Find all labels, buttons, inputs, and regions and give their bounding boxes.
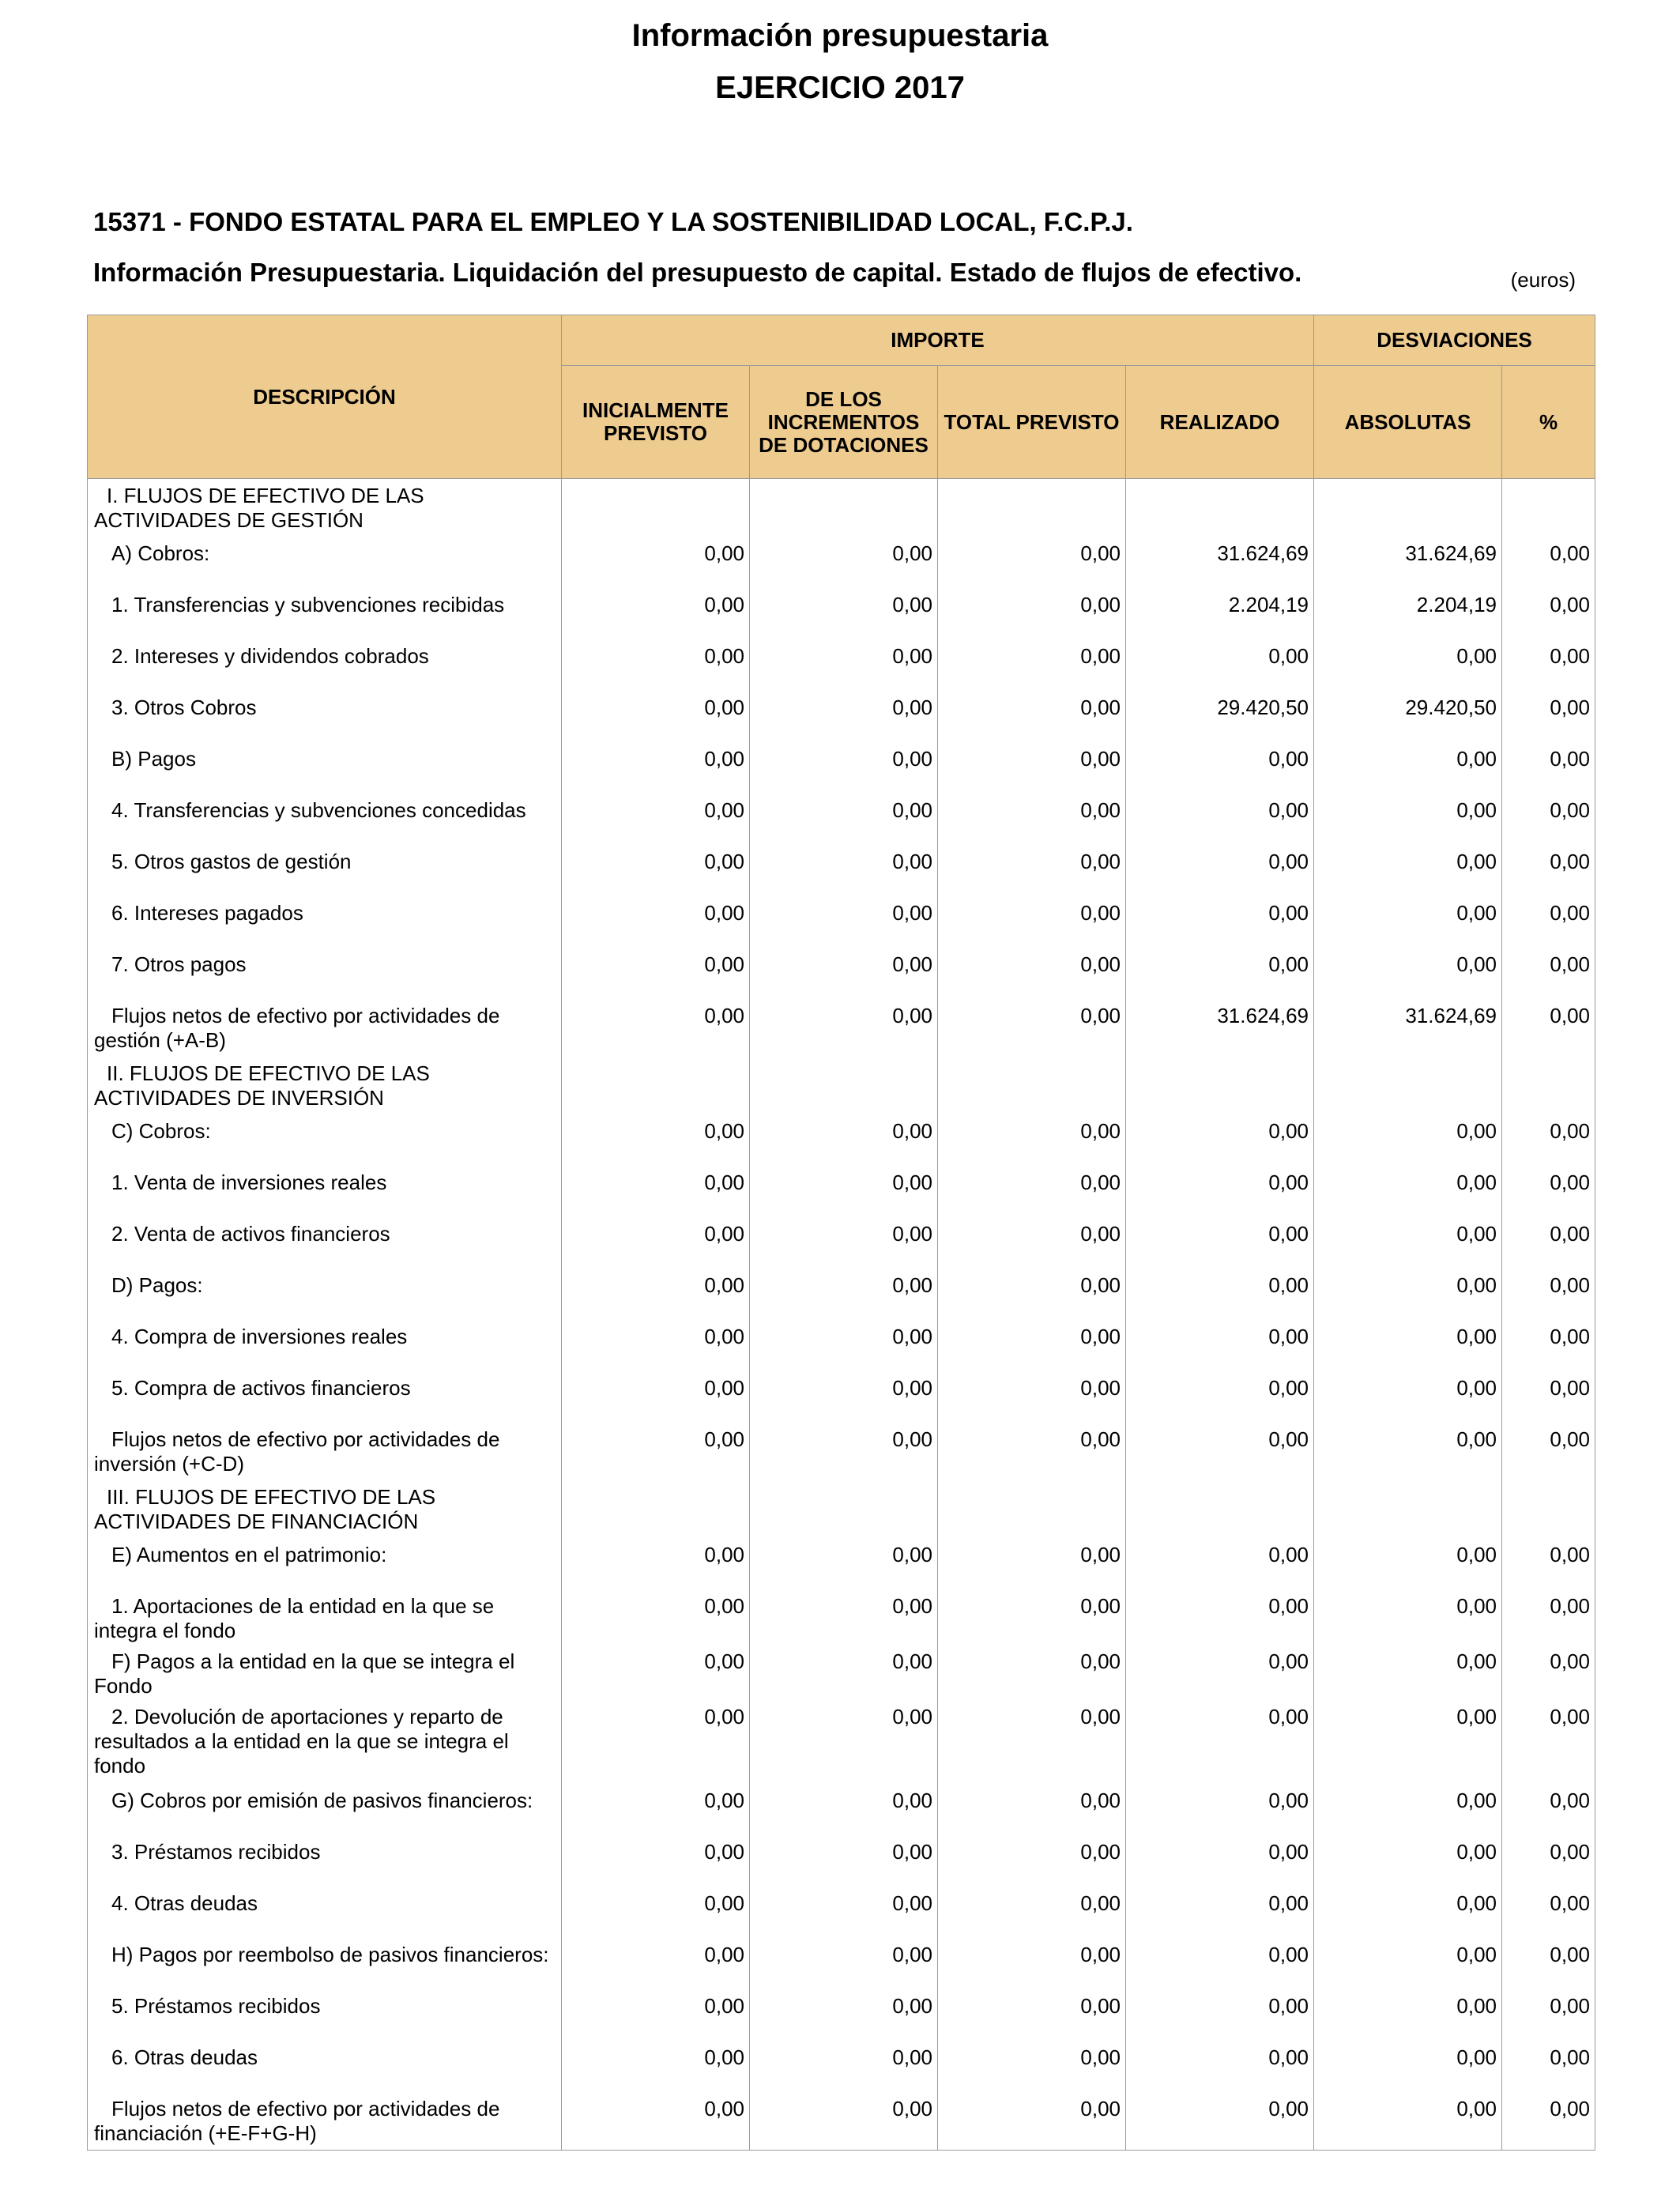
table-row: [88, 1480, 1595, 1538]
cell-incrementos-dotaciones: 0,00: [750, 1423, 938, 1480]
cell-absolutas: 0,00: [1314, 1645, 1502, 1700]
cell-realizado: 0,00: [1126, 948, 1314, 999]
table-row: [88, 1887, 1595, 1938]
cell-absolutas: 31.624,69: [1314, 537, 1502, 588]
cell-incrementos-dotaciones: 0,00: [750, 2092, 938, 2151]
cell-realizado: 0,00: [1126, 845, 1314, 896]
col-descripcion: DESCRIPCIÓN: [88, 315, 562, 479]
cell-incrementos-dotaciones: 0,00: [750, 1938, 938, 1989]
cell-realizado: 0,00: [1126, 1269, 1314, 1320]
row-description: 3. Otros Cobros: [88, 691, 562, 742]
table-row: [88, 845, 1595, 896]
cell-porcentaje: 0,00: [1502, 1166, 1595, 1217]
cell-total-previsto: 0,00: [938, 845, 1126, 896]
cell-realizado: 29.420,50: [1126, 691, 1314, 742]
row-description: II. FLUJOS DE EFECTIVO DE LAS ACTIVIDADES DE INVERSIÓN: [88, 1057, 562, 1114]
cell-incrementos-dotaciones: 0,00: [750, 1835, 938, 1887]
row-description: 6. Otras deudas: [88, 2041, 562, 2092]
cell-realizado: 0,00: [1126, 896, 1314, 948]
cell-total-previsto: 0,00: [938, 1217, 1126, 1269]
cell-total-previsto: 0,00: [938, 537, 1126, 588]
cell-incrementos-dotaciones: 0,00: [750, 845, 938, 896]
cell-total-previsto: 0,00: [938, 1700, 1126, 1784]
row-description: 1. Venta de inversiones reales: [88, 1166, 562, 1217]
cell-total-previsto: 0,00: [938, 1887, 1126, 1938]
cell-total-previsto: 0,00: [938, 1114, 1126, 1166]
cell-total-previsto: 0,00: [938, 999, 1126, 1057]
cell-inicialmente-previsto: 0,00: [562, 691, 750, 742]
row-description: III. FLUJOS DE EFECTIVO DE LAS ACTIVIDADES DE FINANCIACIÓN: [88, 1480, 562, 1538]
cell-porcentaje: 0,00: [1502, 1835, 1595, 1887]
cell-porcentaje: 0,00: [1502, 896, 1595, 948]
cell-porcentaje: 0,00: [1502, 742, 1595, 794]
cell-porcentaje: 0,00: [1502, 1217, 1595, 1269]
row-description: 2. Intereses y dividendos cobrados: [88, 639, 562, 691]
cell-inicialmente-previsto: 0,00: [562, 1835, 750, 1887]
table-row: [88, 1784, 1595, 1835]
table-row: [88, 1645, 1595, 1700]
row-description: 4. Compra de inversiones reales: [88, 1320, 562, 1371]
cell-absolutas: 0,00: [1314, 1887, 1502, 1938]
table-row: [88, 999, 1595, 1057]
cell-porcentaje: 0,00: [1502, 691, 1595, 742]
row-description: 5. Otros gastos de gestión: [88, 845, 562, 896]
page-title: Información presupuestaria: [631, 18, 1049, 53]
cell-realizado: [1126, 479, 1314, 537]
cell-absolutas: 0,00: [1314, 1700, 1502, 1784]
cell-porcentaje: 0,00: [1502, 639, 1595, 691]
cell-inicialmente-previsto: 0,00: [562, 1371, 750, 1423]
col-realizado: REALIZADO: [1126, 366, 1314, 479]
cell-absolutas: 0,00: [1314, 1320, 1502, 1371]
cell-incrementos-dotaciones: 0,00: [750, 1371, 938, 1423]
cell-inicialmente-previsto: 0,00: [562, 1166, 750, 1217]
cell-inicialmente-previsto: 0,00: [562, 1320, 750, 1371]
cell-realizado: 0,00: [1126, 1423, 1314, 1480]
cell-inicialmente-previsto: 0,00: [562, 1784, 750, 1835]
col-absolutas: ABSOLUTAS: [1314, 366, 1502, 479]
row-description: G) Cobros por emisión de pasivos financieros:: [88, 1784, 562, 1835]
table-row: [88, 1166, 1595, 1217]
cell-total-previsto: 0,00: [938, 1320, 1126, 1371]
cell-incrementos-dotaciones: 0,00: [750, 742, 938, 794]
table-row: [88, 1269, 1595, 1320]
table-row: [88, 896, 1595, 948]
row-description: 5. Préstamos recibidos: [88, 1989, 562, 2041]
col-incrementos-dotaciones: DE LOS INCREMENTOS DE DOTACIONES: [750, 366, 938, 479]
cell-inicialmente-previsto: 0,00: [562, 1938, 750, 1989]
cell-inicialmente-previsto: 0,00: [562, 794, 750, 845]
cell-total-previsto: 0,00: [938, 742, 1126, 794]
cell-incrementos-dotaciones: 0,00: [750, 1269, 938, 1320]
row-description: 6. Intereses pagados: [88, 896, 562, 948]
cell-total-previsto: 0,00: [938, 588, 1126, 639]
cell-incrementos-dotaciones: 0,00: [750, 2041, 938, 2092]
cell-porcentaje: [1502, 1057, 1595, 1114]
cell-absolutas: 0,00: [1314, 2092, 1502, 2151]
cell-total-previsto: 0,00: [938, 1589, 1126, 1645]
cell-incrementos-dotaciones: 0,00: [750, 1217, 938, 1269]
cell-absolutas: 0,00: [1314, 639, 1502, 691]
cell-inicialmente-previsto: 0,00: [562, 1989, 750, 2041]
cell-incrementos-dotaciones: 0,00: [750, 1538, 938, 1589]
cell-total-previsto: 0,00: [938, 1645, 1126, 1700]
col-group-desviaciones: DESVIACIONES: [1314, 315, 1595, 366]
cell-realizado: 0,00: [1126, 1320, 1314, 1371]
cell-total-previsto: 0,00: [938, 691, 1126, 742]
cell-inicialmente-previsto: 0,00: [562, 1423, 750, 1480]
cell-inicialmente-previsto: 0,00: [562, 1114, 750, 1166]
cell-inicialmente-previsto: 0,00: [562, 1645, 750, 1700]
cell-realizado: 0,00: [1126, 1700, 1314, 1784]
table-row: [88, 1371, 1595, 1423]
cell-inicialmente-previsto: 0,00: [562, 1538, 750, 1589]
cell-inicialmente-previsto: 0,00: [562, 588, 750, 639]
cell-porcentaje: [1502, 479, 1595, 537]
cell-realizado: 0,00: [1126, 1114, 1314, 1166]
cell-absolutas: 0,00: [1314, 896, 1502, 948]
cell-incrementos-dotaciones: 0,00: [750, 1114, 938, 1166]
cell-incrementos-dotaciones: 0,00: [750, 1589, 938, 1645]
cell-inicialmente-previsto: [562, 1057, 750, 1114]
row-description: Flujos netos de efectivo por actividades de gestión (+A-B): [88, 999, 562, 1057]
cell-incrementos-dotaciones: 0,00: [750, 1887, 938, 1938]
table-row: [88, 479, 1595, 537]
col-porcentaje: %: [1502, 366, 1595, 479]
cell-realizado: 0,00: [1126, 1645, 1314, 1700]
table-row: [88, 639, 1595, 691]
cell-total-previsto: 0,00: [938, 948, 1126, 999]
cell-absolutas: 0,00: [1314, 1269, 1502, 1320]
table-row: [88, 1320, 1595, 1371]
cell-incrementos-dotaciones: 0,00: [750, 794, 938, 845]
cell-inicialmente-previsto: 0,00: [562, 896, 750, 948]
cell-total-previsto: 0,00: [938, 639, 1126, 691]
table-row: [88, 1989, 1595, 2041]
cell-realizado: 0,00: [1126, 1371, 1314, 1423]
cell-porcentaje: 0,00: [1502, 1423, 1595, 1480]
cell-absolutas: 0,00: [1314, 794, 1502, 845]
cell-incrementos-dotaciones: 0,00: [750, 537, 938, 588]
cell-absolutas: 0,00: [1314, 1166, 1502, 1217]
cell-realizado: 0,00: [1126, 1166, 1314, 1217]
cell-realizado: 0,00: [1126, 2092, 1314, 2151]
cell-inicialmente-previsto: 0,00: [562, 999, 750, 1057]
cell-incrementos-dotaciones: 0,00: [750, 896, 938, 948]
row-description: E) Aumentos en el patrimonio:: [88, 1538, 562, 1589]
table-row: [88, 1938, 1595, 1989]
cell-total-previsto: 0,00: [938, 2092, 1126, 2151]
cell-absolutas: 0,00: [1314, 948, 1502, 999]
row-description: A) Cobros:: [88, 537, 562, 588]
table-row: [88, 1835, 1595, 1887]
cell-incrementos-dotaciones: 0,00: [750, 588, 938, 639]
table-row: [88, 742, 1595, 794]
table-row: [88, 1114, 1595, 1166]
cell-porcentaje: 0,00: [1502, 1938, 1595, 1989]
table-row: [88, 588, 1595, 639]
cell-absolutas: 0,00: [1314, 742, 1502, 794]
col-group-importe: IMPORTE: [562, 315, 1314, 366]
cell-absolutas: 0,00: [1314, 1938, 1502, 1989]
cell-inicialmente-previsto: 0,00: [562, 639, 750, 691]
cell-absolutas: 0,00: [1314, 1835, 1502, 1887]
cell-porcentaje: 0,00: [1502, 948, 1595, 999]
table-row: [88, 2041, 1595, 2092]
cell-total-previsto: 0,00: [938, 1269, 1126, 1320]
cell-realizado: 0,00: [1126, 742, 1314, 794]
cell-incrementos-dotaciones: 0,00: [750, 639, 938, 691]
cell-porcentaje: 0,00: [1502, 588, 1595, 639]
row-description: I. FLUJOS DE EFECTIVO DE LAS ACTIVIDADES DE GESTIÓN: [88, 479, 562, 537]
cell-total-previsto: 0,00: [938, 1423, 1126, 1480]
cell-absolutas: 0,00: [1314, 1784, 1502, 1835]
cell-realizado: 0,00: [1126, 1538, 1314, 1589]
row-description: 1. Aportaciones de la entidad en la que se integra el fondo: [88, 1589, 562, 1645]
row-description: 1. Transferencias y subvenciones recibidas: [88, 588, 562, 639]
cell-incrementos-dotaciones: 0,00: [750, 999, 938, 1057]
row-description: H) Pagos por reembolso de pasivos financieros:: [88, 1938, 562, 1989]
cell-absolutas: 29.420,50: [1314, 691, 1502, 742]
row-description: B) Pagos: [88, 742, 562, 794]
cell-total-previsto: [938, 1480, 1126, 1538]
table-row: [88, 1538, 1595, 1589]
row-description: Flujos netos de efectivo por actividades de financiación (+E-F+G-H): [88, 2092, 562, 2151]
table-row: [88, 948, 1595, 999]
cell-absolutas: 0,00: [1314, 1538, 1502, 1589]
cell-absolutas: 0,00: [1314, 1423, 1502, 1480]
cell-absolutas: [1314, 479, 1502, 537]
cell-total-previsto: 0,00: [938, 1938, 1126, 1989]
table-row: [88, 1700, 1595, 1784]
cell-total-previsto: 0,00: [938, 1166, 1126, 1217]
cell-inicialmente-previsto: 0,00: [562, 1217, 750, 1269]
report-subtitle: Información Presupuestaria. Liquidación del presupuesto de capital. Estado de flujos de efectivo.: [93, 258, 1302, 287]
cell-realizado: 0,00: [1126, 639, 1314, 691]
row-description: D) Pagos:: [88, 1269, 562, 1320]
currency-units: (euros): [1510, 268, 1576, 292]
cell-total-previsto: 0,00: [938, 1989, 1126, 2041]
cell-realizado: 0,00: [1126, 2041, 1314, 2092]
row-description: 7. Otros pagos: [88, 948, 562, 999]
cell-incrementos-dotaciones: 0,00: [750, 1784, 938, 1835]
cell-porcentaje: 0,00: [1502, 1784, 1595, 1835]
cell-realizado: 0,00: [1126, 1989, 1314, 2041]
cell-porcentaje: 0,00: [1502, 2041, 1595, 2092]
cell-incrementos-dotaciones: 0,00: [750, 948, 938, 999]
cell-incrementos-dotaciones: 0,00: [750, 691, 938, 742]
cell-inicialmente-previsto: 0,00: [562, 2092, 750, 2151]
cell-absolutas: 0,00: [1314, 1114, 1502, 1166]
cell-porcentaje: 0,00: [1502, 2092, 1595, 2151]
cell-total-previsto: 0,00: [938, 1835, 1126, 1887]
row-description: Flujos netos de efectivo por actividades de inversión (+C-D): [88, 1423, 562, 1480]
row-description: 4. Otras deudas: [88, 1887, 562, 1938]
cell-inicialmente-previsto: 0,00: [562, 1269, 750, 1320]
cell-porcentaje: 0,00: [1502, 1538, 1595, 1589]
cell-porcentaje: 0,00: [1502, 1269, 1595, 1320]
cell-porcentaje: 0,00: [1502, 1114, 1595, 1166]
cell-total-previsto: 0,00: [938, 1538, 1126, 1589]
row-description: 2. Venta de activos financieros: [88, 1217, 562, 1269]
cell-absolutas: 0,00: [1314, 2041, 1502, 2092]
cell-inicialmente-previsto: 0,00: [562, 537, 750, 588]
table-row: [88, 1589, 1595, 1645]
cell-porcentaje: 0,00: [1502, 1589, 1595, 1645]
row-description: 3. Préstamos recibidos: [88, 1835, 562, 1887]
table-header: [88, 315, 1595, 479]
cell-porcentaje: 0,00: [1502, 1320, 1595, 1371]
cell-inicialmente-previsto: 0,00: [562, 845, 750, 896]
col-inicialmente-previsto: INICIALMENTE PREVISTO: [562, 366, 750, 479]
cell-realizado: 0,00: [1126, 1589, 1314, 1645]
cell-realizado: 0,00: [1126, 1938, 1314, 1989]
cell-porcentaje: 0,00: [1502, 1989, 1595, 2041]
table-row: [88, 1057, 1595, 1114]
cell-incrementos-dotaciones: 0,00: [750, 1645, 938, 1700]
cell-porcentaje: 0,00: [1502, 999, 1595, 1057]
cell-inicialmente-previsto: 0,00: [562, 742, 750, 794]
cell-porcentaje: 0,00: [1502, 537, 1595, 588]
table-row: [88, 2092, 1595, 2151]
col-total-previsto: TOTAL PREVISTO: [938, 366, 1126, 479]
entity-name: 15371 - FONDO ESTATAL PARA EL EMPLEO Y LA SOSTENIBILIDAD LOCAL, F.C.P.J.: [93, 207, 1133, 236]
cell-inicialmente-previsto: 0,00: [562, 1589, 750, 1645]
cell-total-previsto: [938, 479, 1126, 537]
cell-inicialmente-previsto: 0,00: [562, 1700, 750, 1784]
cell-realizado: 0,00: [1126, 1887, 1314, 1938]
cell-absolutas: [1314, 1057, 1502, 1114]
cell-porcentaje: [1502, 1480, 1595, 1538]
cell-realizado: 31.624,69: [1126, 999, 1314, 1057]
cell-inicialmente-previsto: [562, 1480, 750, 1538]
table-row: [88, 691, 1595, 742]
cell-absolutas: 0,00: [1314, 845, 1502, 896]
cell-inicialmente-previsto: 0,00: [562, 1887, 750, 1938]
cell-total-previsto: 0,00: [938, 896, 1126, 948]
table-body: [88, 479, 1595, 2151]
cell-realizado: [1126, 1057, 1314, 1114]
row-description: 2. Devolución de aportaciones y reparto de resultados a la entidad en la que se integra el fondo: [88, 1700, 562, 1784]
row-description: F) Pagos a la entidad en la que se integra el Fondo: [88, 1645, 562, 1700]
cell-realizado: [1126, 1480, 1314, 1538]
row-description: 4. Transferencias y subvenciones concedidas: [88, 794, 562, 845]
table-row: [88, 1423, 1595, 1480]
cell-realizado: 2.204,19: [1126, 588, 1314, 639]
row-description: 5. Compra de activos financieros: [88, 1371, 562, 1423]
cell-realizado: 0,00: [1126, 1835, 1314, 1887]
cell-realizado: 0,00: [1126, 1217, 1314, 1269]
cell-porcentaje: 0,00: [1502, 1645, 1595, 1700]
cell-absolutas: 2.204,19: [1314, 588, 1502, 639]
cell-absolutas: 0,00: [1314, 1371, 1502, 1423]
fiscal-year: EJERCICIO 2017: [715, 70, 965, 105]
cell-inicialmente-previsto: 0,00: [562, 948, 750, 999]
table-row: [88, 1217, 1595, 1269]
cell-total-previsto: 0,00: [938, 1784, 1126, 1835]
cell-incrementos-dotaciones: 0,00: [750, 1320, 938, 1371]
cell-porcentaje: 0,00: [1502, 794, 1595, 845]
cell-absolutas: 0,00: [1314, 1217, 1502, 1269]
cell-inicialmente-previsto: [562, 479, 750, 537]
cell-incrementos-dotaciones: 0,00: [750, 1166, 938, 1217]
cell-realizado: 0,00: [1126, 794, 1314, 845]
cell-absolutas: 0,00: [1314, 1589, 1502, 1645]
cell-incrementos-dotaciones: [750, 1480, 938, 1538]
table-row: [88, 537, 1595, 588]
cell-porcentaje: 0,00: [1502, 1700, 1595, 1784]
cell-incrementos-dotaciones: [750, 479, 938, 537]
cell-incrementos-dotaciones: [750, 1057, 938, 1114]
cell-incrementos-dotaciones: 0,00: [750, 1700, 938, 1784]
cell-absolutas: 0,00: [1314, 1989, 1502, 2041]
cell-total-previsto: 0,00: [938, 2041, 1126, 2092]
cell-porcentaje: 0,00: [1502, 845, 1595, 896]
cell-incrementos-dotaciones: 0,00: [750, 1989, 938, 2041]
cell-realizado: 31.624,69: [1126, 537, 1314, 588]
cell-porcentaje: 0,00: [1502, 1887, 1595, 1938]
row-description: C) Cobros:: [88, 1114, 562, 1166]
cell-absolutas: [1314, 1480, 1502, 1538]
cell-total-previsto: 0,00: [938, 1371, 1126, 1423]
cash-flow-table: [87, 315, 1595, 2151]
cell-porcentaje: 0,00: [1502, 1371, 1595, 1423]
cell-realizado: 0,00: [1126, 1784, 1314, 1835]
cell-inicialmente-previsto: 0,00: [562, 2041, 750, 2092]
cell-total-previsto: 0,00: [938, 794, 1126, 845]
cell-total-previsto: [938, 1057, 1126, 1114]
table-row: [88, 794, 1595, 845]
cell-absolutas: 31.624,69: [1314, 999, 1502, 1057]
